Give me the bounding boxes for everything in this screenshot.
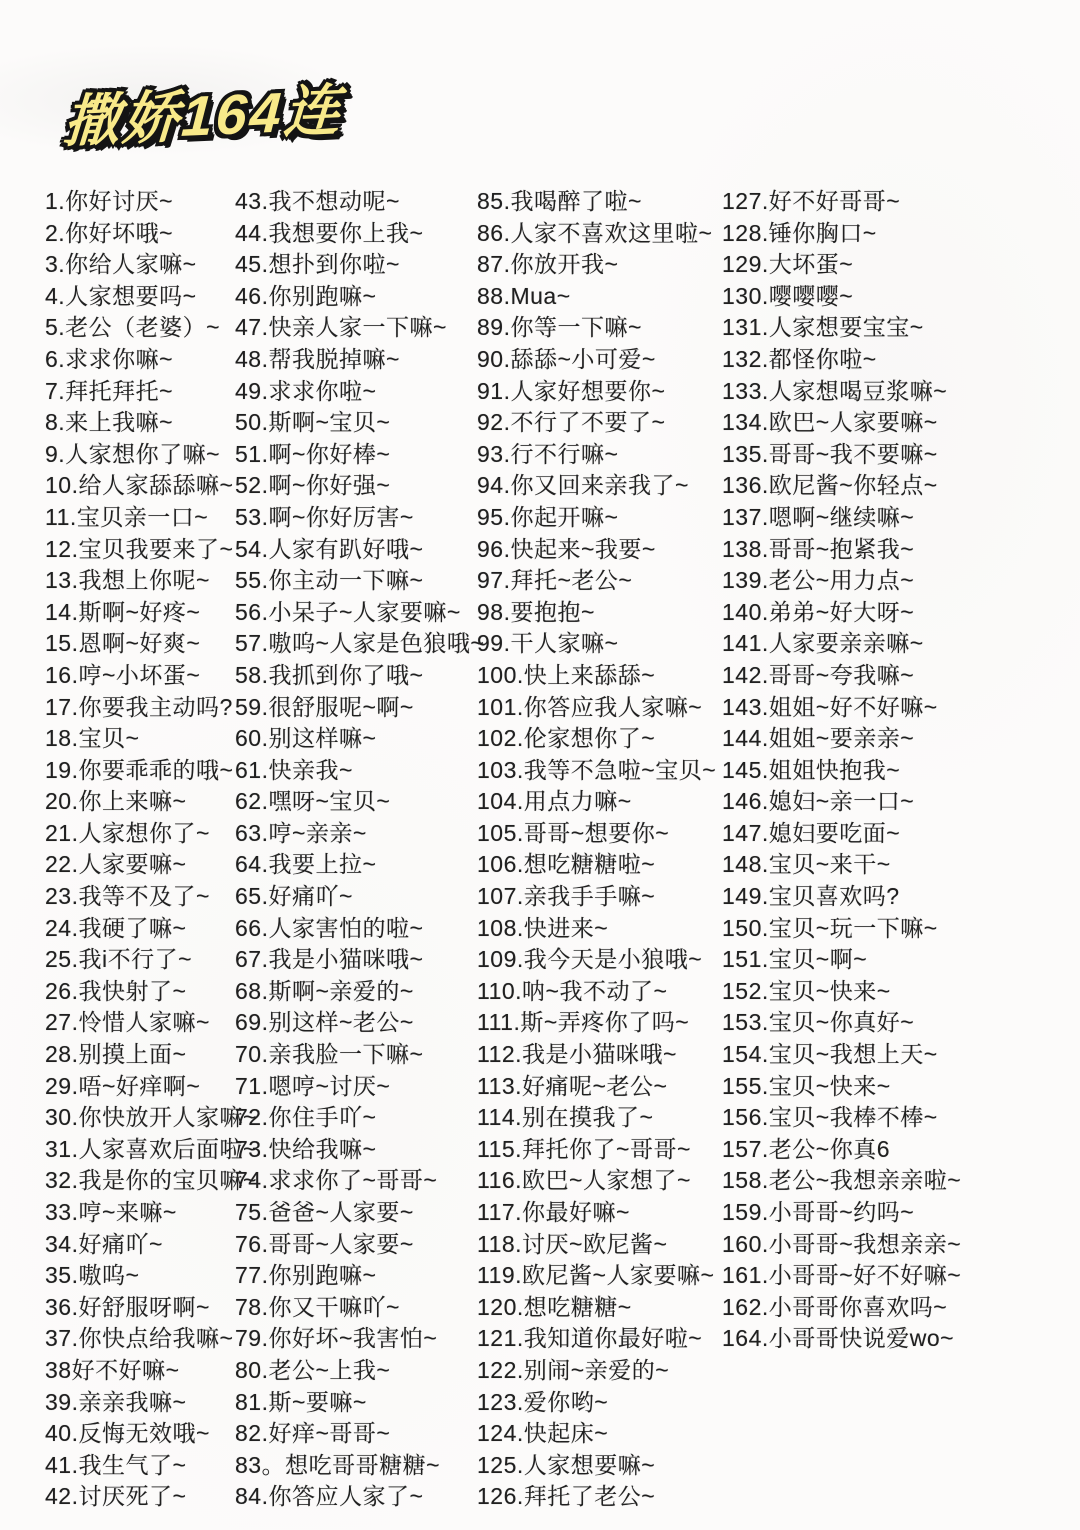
phrase-item: 141.人家要亲亲嘛~ bbox=[722, 630, 924, 657]
phrase-item: 130.嘤嘤嘤~ bbox=[722, 282, 854, 309]
phrase-item: 20.你上来嘛~ bbox=[45, 788, 187, 815]
phrase-item: 162.小哥哥你喜欢吗~ bbox=[722, 1293, 948, 1320]
phrase-column-2 bbox=[235, 186, 484, 1513]
phrase-item: 14.斯啊~好疼~ bbox=[45, 598, 201, 625]
phrase-item: 22.人家要嘛~ bbox=[45, 851, 187, 878]
phrase-item: 36.好舒服呀啊~ bbox=[45, 1293, 210, 1320]
phrase-item: 24.我硬了嘛~ bbox=[45, 914, 187, 941]
phrase-item: 144.姐姐~要亲亲~ bbox=[722, 725, 915, 752]
phrase-item: 113.好痛呢~老公~ bbox=[477, 1072, 668, 1099]
phrase-item: 118.讨厌~欧尼酱~ bbox=[477, 1230, 668, 1257]
phrase-item: 85.我喝醉了啦~ bbox=[477, 188, 642, 214]
phrase-item: 70.亲我脸一下嘛~ bbox=[235, 1041, 424, 1068]
phrase-item: 23.我等不及了~ bbox=[45, 883, 210, 910]
phrase-item: 77.你别跑嘛~ bbox=[235, 1262, 377, 1289]
phrase-item: 78.你又干嘛吖~ bbox=[235, 1293, 400, 1320]
phrase-item: 125.人家想要嘛~ bbox=[477, 1451, 656, 1478]
phrase-item: 108.快进来~ bbox=[477, 914, 609, 941]
phrase-item: 116.欧巴~人家想了~ bbox=[477, 1167, 691, 1194]
phrase-item: 66.人家害怕的啦~ bbox=[235, 914, 424, 941]
phrase-item: 101.你答应我人家嘛~ bbox=[477, 693, 703, 720]
phrase-item: 62.嘿呀~宝贝~ bbox=[235, 788, 391, 815]
phrase-item: 133.人家想喝豆浆嘛~ bbox=[722, 377, 948, 404]
phrase-item: 16.哼~小坏蛋~ bbox=[45, 661, 201, 688]
phrase-item: 49.求求你啦~ bbox=[235, 377, 377, 404]
phrase-item: 80.老公~上我~ bbox=[235, 1356, 391, 1383]
phrase-item: 9.人家想你了嘛~ bbox=[45, 440, 221, 467]
phrase-item: 124.快起床~ bbox=[477, 1420, 609, 1447]
phrase-item: 154.宝贝~我想上天~ bbox=[722, 1041, 938, 1068]
phrase-item: 102.伦家想你了~ bbox=[477, 725, 656, 752]
phrase-item: 48.帮我脱掉嘛~ bbox=[235, 345, 400, 372]
phrase-item: 1.你好讨厌~ bbox=[45, 188, 174, 214]
phrase-item: 6.求求你嘛~ bbox=[45, 345, 174, 372]
phrase-item: 150.宝贝~玩一下嘛~ bbox=[722, 914, 938, 941]
phrase-item: 110.呐~我不动了~ bbox=[477, 977, 668, 1004]
phrase-item: 99.干人家嘛~ bbox=[477, 630, 619, 657]
phrase-item: 90.舔舔~小可爱~ bbox=[477, 345, 656, 372]
phrase-item: 129.大坏蛋~ bbox=[722, 251, 854, 278]
phrase-item: 117.你最好嘛~ bbox=[477, 1199, 630, 1225]
phrase-item: 34.好痛吖~ bbox=[45, 1230, 163, 1257]
phrase-item: 41.我生气了~ bbox=[45, 1451, 187, 1478]
phrase-item: 53.啊~你好厉害~ bbox=[235, 503, 414, 530]
phrase-item: 106.想吃糖糖啦~ bbox=[477, 851, 656, 878]
phrase-item: 161.小哥哥~好不好嘛~ bbox=[722, 1262, 962, 1289]
phrase-item: 157.老公~你真6 bbox=[722, 1135, 890, 1162]
phrase-column-4 bbox=[722, 186, 961, 1355]
phrase-item: 7.拜托拜托~ bbox=[45, 377, 174, 404]
phrase-item: 19.你要乖乖的哦~ bbox=[45, 756, 234, 783]
phrase-item: 72.你住手吖~ bbox=[235, 1104, 377, 1131]
phrase-item: 4.人家想要吗~ bbox=[45, 282, 197, 309]
phrase-item: 32.我是你的宝贝嘛~ bbox=[45, 1167, 257, 1194]
phrase-item: 28.别摸上面~ bbox=[45, 1041, 187, 1068]
phrase-item: 103.我等不急啦~宝贝~ bbox=[477, 756, 717, 783]
phrase-item: 26.我快射了~ bbox=[45, 977, 187, 1004]
phrase-item: 100.快上来舔舔~ bbox=[477, 661, 656, 688]
phrase-item: 43.我不想动呢~ bbox=[235, 188, 400, 214]
phrase-item: 67.我是小猫咪哦~ bbox=[235, 946, 424, 973]
phrase-item: 126.拜托了老公~ bbox=[477, 1483, 656, 1510]
phrase-item: 69.别这样~老公~ bbox=[235, 1009, 414, 1036]
phrase-item: 15.恩啊~好爽~ bbox=[45, 630, 201, 657]
phrase-item: 148.宝贝~来干~ bbox=[722, 851, 891, 878]
phrase-item: 79.你好坏~我害怕~ bbox=[235, 1325, 438, 1352]
phrase-item: 112.我是小猫咪哦~ bbox=[477, 1041, 677, 1068]
phrase-item: 60.别这样嘛~ bbox=[235, 725, 377, 752]
phrase-item: 33.哼~来嘛~ bbox=[45, 1199, 177, 1225]
phrase-item: 54.人家有趴好哦~ bbox=[235, 535, 424, 562]
phrase-item: 83。想吃哥哥糖糖~ bbox=[235, 1451, 441, 1478]
phrase-item: 115.拜托你了~哥哥~ bbox=[477, 1135, 691, 1162]
phrase-item: 8.来上我嘛~ bbox=[45, 409, 174, 436]
phrase-item: 164.小哥哥快说爱wo~ bbox=[722, 1325, 955, 1352]
phrase-item: 87.你放开我~ bbox=[477, 251, 619, 278]
phrase-item: 38好不好嘛~ bbox=[45, 1356, 180, 1383]
phrase-item: 107.亲我手手嘛~ bbox=[477, 883, 656, 910]
phrase-item: 114.别在摸我了~ bbox=[477, 1104, 654, 1131]
phrase-item: 73.快给我嘛~ bbox=[235, 1135, 377, 1162]
phrase-item: 39.亲亲我嘛~ bbox=[45, 1388, 187, 1415]
phrase-item: 91.人家好想要你~ bbox=[477, 377, 666, 404]
phrase-item: 40.反悔无效哦~ bbox=[45, 1420, 210, 1447]
phrase-item: 96.快起来~我要~ bbox=[477, 535, 656, 562]
phrase-item: 17.你要我主动吗? bbox=[45, 693, 233, 720]
phrase-item: 81.斯~要嘛~ bbox=[235, 1388, 367, 1415]
phrase-item: 138.哥哥~抱紧我~ bbox=[722, 535, 915, 562]
phrase-item: 31.人家喜欢后面啦~ bbox=[45, 1135, 257, 1162]
phrase-item: 57.嗷呜~人家是色狼哦~ bbox=[235, 630, 485, 657]
phrase-item: 160.小哥哥~我想亲亲~ bbox=[722, 1230, 962, 1257]
phrase-item: 18.宝贝~ bbox=[45, 725, 140, 752]
phrase-item: 89.你等一下嘛~ bbox=[477, 314, 642, 341]
phrase-item: 64.我要上拉~ bbox=[235, 851, 377, 878]
phrase-item: 128.锤你胸口~ bbox=[722, 219, 877, 246]
phrase-item: 52.啊~你好强~ bbox=[235, 472, 391, 499]
phrase-item: 25.我i不行了~ bbox=[45, 946, 193, 973]
phrase-item: 151.宝贝~啊~ bbox=[722, 946, 868, 973]
phrase-item: 140.弟弟~好大呀~ bbox=[722, 598, 915, 625]
phrase-item: 132.都怪你啦~ bbox=[722, 345, 877, 372]
phrase-item: 136.欧尼酱~你轻点~ bbox=[722, 472, 938, 499]
phrase-item: 5.老公（老婆）~ bbox=[45, 314, 221, 341]
phrase-item: 105.哥哥~想要你~ bbox=[477, 819, 670, 846]
phrase-item: 104.用点力嘛~ bbox=[477, 788, 632, 815]
phrase-item: 13.我想上你呢~ bbox=[45, 567, 210, 594]
phrase-item: 122.别闹~亲爱的~ bbox=[477, 1356, 670, 1383]
phrase-item: 95.你起开嘛~ bbox=[477, 503, 619, 530]
phrase-item: 68.斯啊~亲爱的~ bbox=[235, 977, 414, 1004]
phrase-item: 152.宝贝~快来~ bbox=[722, 977, 891, 1004]
phrase-item: 58.我抓到你了哦~ bbox=[235, 661, 424, 688]
phrase-item: 131.人家想要宝宝~ bbox=[722, 314, 924, 341]
phrase-item: 149.宝贝喜欢吗? bbox=[722, 883, 900, 910]
phrase-item: 2.你好坏哦~ bbox=[45, 219, 174, 246]
phrase-item: 88.Mua~ bbox=[477, 282, 571, 309]
phrase-item: 29.唔~好痒啊~ bbox=[45, 1072, 201, 1099]
phrase-item: 134.欧巴~人家要嘛~ bbox=[722, 409, 938, 436]
phrase-item: 158.老公~我想亲亲啦~ bbox=[722, 1167, 962, 1194]
phrase-item: 63.哼~亲亲~ bbox=[235, 819, 367, 846]
phrase-item: 143.姐姐~好不好嘛~ bbox=[722, 693, 938, 720]
phrase-item: 146.媳妇~亲一口~ bbox=[722, 788, 915, 815]
phrase-item: 92.不行了不要了~ bbox=[477, 409, 666, 436]
phrase-item: 47.快亲人家一下嘛~ bbox=[235, 314, 447, 341]
phrase-item: 98.要抱抱~ bbox=[477, 598, 595, 625]
phrase-item: 135.哥哥~我不要嘛~ bbox=[722, 440, 938, 467]
phrase-item: 145.姐姐快抱我~ bbox=[722, 756, 901, 783]
phrase-item: 137.嗯啊~继续嘛~ bbox=[722, 503, 915, 530]
phrase-item: 27.怜惜人家嘛~ bbox=[45, 1009, 210, 1036]
phrase-item: 30.你快放开人家嘛~ bbox=[45, 1104, 257, 1131]
phrase-item: 139.老公~用力点~ bbox=[722, 567, 915, 594]
phrase-item: 51.啊~你好棒~ bbox=[235, 440, 391, 467]
phrase-item: 65.好痛吖~ bbox=[235, 883, 353, 910]
phrase-item: 97.拜托~老公~ bbox=[477, 567, 633, 594]
phrase-item: 71.嗯哼~讨厌~ bbox=[235, 1072, 391, 1099]
phrase-item: 42.讨厌死了~ bbox=[45, 1483, 187, 1510]
phrase-item: 44.我想要你上我~ bbox=[235, 219, 424, 246]
phrase-item: 94.你又回来亲我了~ bbox=[477, 472, 689, 499]
phrase-item: 121.我知道你最好啦~ bbox=[477, 1325, 703, 1352]
phrase-item: 3.你给人家嘛~ bbox=[45, 251, 197, 278]
phrase-item: 142.哥哥~夸我嘛~ bbox=[722, 661, 915, 688]
phrase-item: 156.宝贝~我棒不棒~ bbox=[722, 1104, 938, 1131]
phrase-item: 159.小哥哥~约吗~ bbox=[722, 1199, 915, 1225]
page-title: 撒娇164连 bbox=[61, 77, 345, 154]
phrase-item: 75.爸爸~人家要~ bbox=[235, 1199, 414, 1225]
phrase-item: 93.行不行嘛~ bbox=[477, 440, 619, 467]
phrase-item: 59.很舒服呢~啊~ bbox=[235, 693, 414, 720]
phrase-item: 50.斯啊~宝贝~ bbox=[235, 409, 391, 436]
phrase-item: 84.你答应人家了~ bbox=[235, 1483, 424, 1510]
phrase-item: 11.宝贝亲一口~ bbox=[45, 503, 209, 530]
phrase-item: 86.人家不喜欢这里啦~ bbox=[477, 219, 713, 246]
phrase-item: 119.欧尼酱~人家要嘛~ bbox=[477, 1262, 715, 1289]
phrase-column-3 bbox=[477, 186, 716, 1513]
phrase-item: 35.嗷呜~ bbox=[45, 1262, 140, 1289]
phrase-item: 45.想扑到你啦~ bbox=[235, 251, 400, 278]
phrase-item: 153.宝贝~你真好~ bbox=[722, 1009, 915, 1036]
phrase-item: 21.人家想你了~ bbox=[45, 819, 210, 846]
phrase-item: 109.我今天是小狼哦~ bbox=[477, 946, 703, 973]
phrase-item: 37.你快点给我嘛~ bbox=[45, 1325, 234, 1352]
phrase-item: 61.快亲我~ bbox=[235, 756, 353, 783]
phrase-item: 123.爱你哟~ bbox=[477, 1388, 609, 1415]
phrase-item: 111.斯~弄疼你了吗~ bbox=[477, 1009, 690, 1036]
phrase-item: 82.好痒~哥哥~ bbox=[235, 1420, 391, 1447]
phrase-item: 10.给人家舔舔嘛~ bbox=[45, 472, 234, 499]
phrase-item: 56.小呆子~人家要嘛~ bbox=[235, 598, 461, 625]
phrase-item: 120.想吃糖糖~ bbox=[477, 1293, 632, 1320]
phrase-item: 74.求求你了~哥哥~ bbox=[235, 1167, 438, 1194]
phrase-column-1 bbox=[45, 186, 257, 1513]
phrase-item: 76.哥哥~人家要~ bbox=[235, 1230, 414, 1257]
phrase-item: 155.宝贝~快来~ bbox=[722, 1072, 891, 1099]
phrase-item: 55.你主动一下嘛~ bbox=[235, 567, 424, 594]
phrase-item: 147.媳妇要吃面~ bbox=[722, 819, 901, 846]
phrase-item: 127.好不好哥哥~ bbox=[722, 188, 901, 214]
phrase-item: 12.宝贝我要来了~ bbox=[45, 535, 234, 562]
phrase-item: 46.你别跑嘛~ bbox=[235, 282, 377, 309]
